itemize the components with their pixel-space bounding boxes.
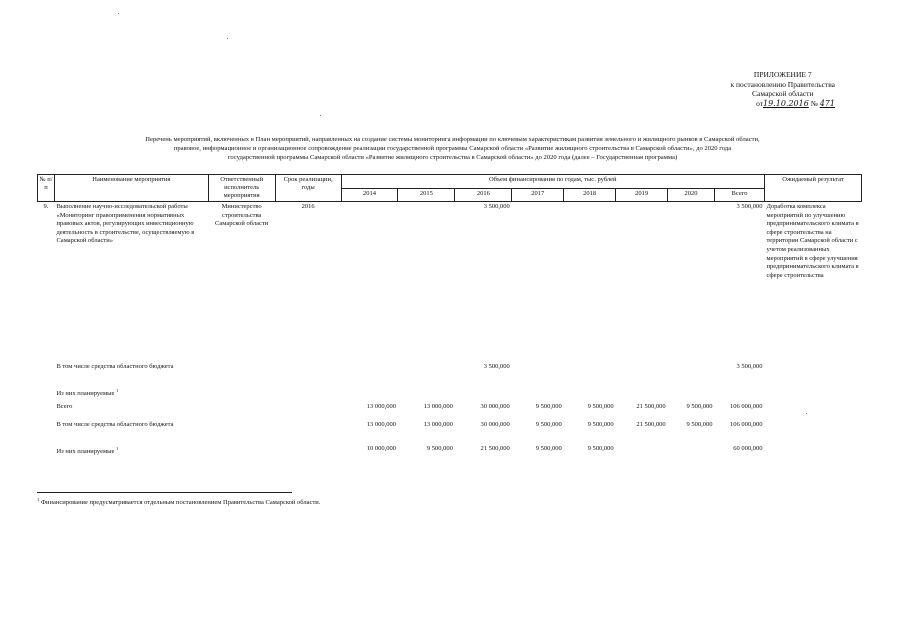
title-line-2: правовое, информационное и организационное сопровождение реализации государственной программы Самарской области «Развитие жилищного строительства в Самарской области», до 2020 года [173, 145, 732, 153]
row-label [54, 386, 208, 402]
cell-2017 [512, 202, 564, 362]
cell-2014 [341, 202, 398, 362]
cell-total: 106 000,000 [729, 402, 763, 410]
cell-2016: 3 500,000 [483, 203, 510, 210]
cell-total: 3 500,000 [736, 362, 763, 370]
header-num: № п/п [38, 175, 55, 202]
cell-2015: 9 500,000 [426, 444, 453, 452]
cell-2016: 30 000,000 [480, 420, 510, 428]
row-label [54, 444, 208, 462]
footnote-ref: 1 [115, 387, 119, 393]
footnote-divider [37, 492, 292, 493]
cell-2018: 9 500,000 [587, 444, 614, 452]
expected-result: Доработка комплекса мероприятий по улучшению предпринимательского климата в сфере строительства на территории Самарской области с учетом реализованных мероприятий в сфере улучшения предпринимательского климата в сфере строительства [766, 203, 859, 279]
table-row [38, 386, 862, 402]
cell-2018: 9 500,000 [587, 420, 614, 428]
title-line-3: государственной программы Самарской области «Развитие жилищного строительства в Самарской области» до 2020 года (далее – Государственная программа) [227, 154, 678, 162]
header-year: 2018 [564, 188, 616, 202]
table-row [38, 362, 862, 386]
table-row [38, 444, 862, 462]
row-label: Всего [56, 402, 73, 410]
cell-2019 [616, 202, 668, 362]
cell-2014: 13 000,000 [366, 420, 396, 428]
header-total: Всего [715, 188, 765, 202]
cell-2019 [616, 444, 668, 462]
appendix-date-line [731, 99, 835, 109]
cell-total: 106 000,000 [729, 420, 763, 428]
row-num: 9. [43, 203, 49, 210]
header-term: Срок реализации, годы [275, 175, 341, 202]
scan-speck [227, 38, 228, 39]
date-prefix: от [756, 98, 763, 108]
footnote-mark: 1 [37, 497, 40, 502]
decree-number: 471 [819, 98, 835, 108]
decree-date: 19.10.2016 [763, 98, 809, 108]
footnote-ref: 1 [115, 445, 119, 451]
table-row [38, 202, 862, 362]
cell-2020 [668, 202, 715, 362]
title-line-1: Перечень мероприятий, включенных в План мероприятий, направленных на создание системы мониторинга информации по ключевым характеристикам развития земельного и жилищного рынков в Самарской области, [145, 136, 760, 143]
cell-2017: 9 500,000 [535, 444, 562, 452]
cell-2016: 3 500,000 [483, 362, 510, 370]
row-label-text: Из них планируемые [56, 447, 115, 455]
document-title [45, 135, 860, 163]
cell-2016: 21 500,000 [480, 444, 510, 452]
appendix-header [731, 70, 835, 108]
header-responsible: Ответственный исполнитель мероприятия [208, 175, 275, 202]
activities-table [37, 174, 862, 462]
row-label-text: Из них планируемые [56, 389, 115, 397]
header-year: 2020 [668, 188, 715, 202]
header-year: 2017 [512, 188, 564, 202]
header-year: 2014 [341, 188, 398, 202]
cell-2020: 9 500,000 [686, 420, 713, 428]
cell-2020: 9 500,000 [686, 402, 713, 410]
cell-total: 60 000,000 [733, 444, 763, 452]
header-funding: Объем финансирования по годам, тыс. рублей [341, 175, 764, 189]
header-year: 2015 [398, 188, 455, 202]
cell-2014: 13 000,000 [366, 402, 396, 410]
table-row [38, 420, 862, 444]
row-label: В том числе средства областного бюджета [56, 420, 174, 428]
cell-2020 [668, 444, 715, 462]
activity-name: Выполнение научно-исследовательской работы «Мониторинг правоприменения нормативных правовых актов, регулирующих инвестиционную деятельность в строительстве, осуществляемую в Самарской области» [56, 203, 195, 245]
cell-2019: 21 500,000 [636, 402, 666, 410]
header-name: Наименование мероприятия [54, 175, 208, 202]
appendix-title: ПРИЛОЖЕНИЕ 7 [753, 70, 812, 79]
footnote [37, 497, 320, 506]
cell-2015 [398, 202, 455, 362]
appendix-region: Самарской области [752, 89, 814, 98]
row-label: В том числе средства областного бюджета [56, 362, 174, 370]
cell-2017: 9 500,000 [535, 402, 562, 410]
cell-2017: 9 500,000 [535, 420, 562, 428]
cell-2016: 30 000,000 [480, 402, 510, 410]
table-row [38, 402, 862, 420]
appendix-decree: к постановлению Правительства [730, 79, 835, 89]
cell-2015: 13 000,000 [423, 402, 453, 410]
header-result: Ожидаемый результат [764, 175, 861, 202]
header-year: 2016 [455, 188, 512, 202]
cell-2019: 21 500,000 [636, 420, 666, 428]
number-prefix: № [810, 98, 818, 108]
term: 2016 [301, 203, 315, 210]
cell-2015: 13 000,000 [423, 420, 453, 428]
cell-2018: 9 500,000 [587, 402, 614, 410]
footnote-text: Финансирование предусматривается отдельным постановлением Правительства Самарской области. [40, 499, 321, 507]
cell-2014: 10 000,000 [366, 444, 396, 452]
header-row [38, 175, 862, 189]
responsible-executor: Министерство строительства Самарской области [215, 203, 269, 228]
cell-total: 3 500,000 [736, 203, 763, 210]
scan-speck [118, 13, 119, 14]
scan-speck [320, 115, 321, 116]
header-year: 2019 [616, 188, 668, 202]
cell-2018 [564, 202, 616, 362]
